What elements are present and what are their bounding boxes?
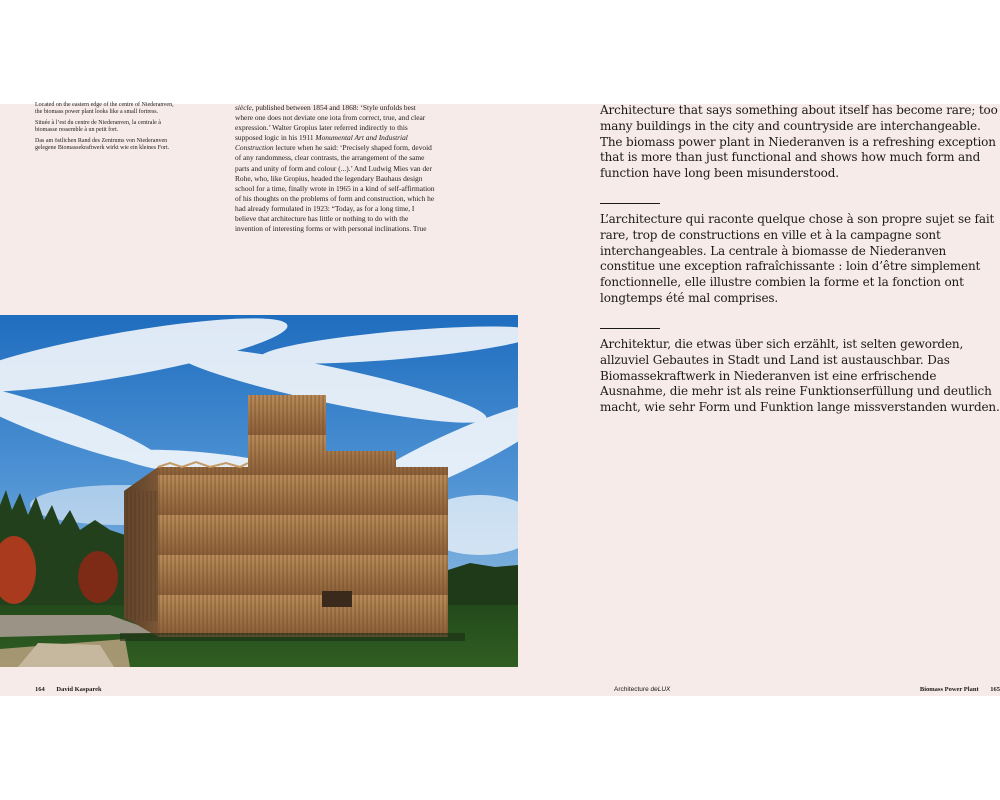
page-number-left: 164 (35, 686, 45, 693)
intro-german (600, 337, 1000, 416)
shadow (120, 633, 465, 641)
power-plant-photo-drawing (0, 315, 518, 667)
caption-french: Située à l’est du centre de Niederanven, la centrale à biomasse ressemble à un petit fort. (35, 120, 161, 133)
body-italic-siecle: siècle (235, 103, 252, 112)
caption-english: Located on the eastern edge of the centre of Niederanven, the biomass power plant looks like a small fortress. (35, 102, 174, 115)
intro-english-text: Architecture that says something about itself has become rare; too many buildings in the city and countryside are interchangeable. The biomass power plant in Niederanven is a refreshing exception that is more than just functional and shows how much form and function have long been misunderstood. (600, 103, 998, 181)
chapter-title: Biomass Power Plant (919, 686, 979, 693)
divider-rule (600, 328, 660, 329)
photo-caption (35, 102, 175, 156)
intro-french-text: L’architecture qui raconte quelque chose à son propre sujet se fait rare, trop de constructions en ville et à la campagne sont interchangeables. La centrale à biomasse de Niederanven constitue une exception rafraîchissante : loin d’être simplement fonctionnelle, elle illustre combien la forme et la fonction ont longtemps été mal comprises. (600, 212, 995, 305)
intro-english (600, 103, 1000, 182)
author-name: David Kasparek (56, 686, 102, 693)
book-title-italic: deLUX (650, 686, 671, 693)
divider-rule (600, 203, 660, 204)
body-text-segment: lecture when he said: ‘Precisely shaped form, devoid of any randomness, clear contrasts, the arrangement of the same parts and unity of form and colour (...).’ And Ludwig Mies van der Rohe, who, like Gropius, headed the legendary Bauhaus design school for a time, finally wrote in 1965 in a kind of self-affirmation of his thoughts on the problems of form and construction, which he had already formulated in 1923: “Today, as for a long time, I believe that architecture has little or nothing to do with the invention of interesting forms or with personal inclinations. True (235, 143, 435, 234)
footer-center (614, 686, 670, 694)
body-text-column (235, 103, 435, 234)
body-text-segment: , published between 1854 and 1868: ‘Style unfolds best where one does not deviate one iota from correct, true, and clear expression.’ Walter Gropius later referred indirectly to this supposed logic in his 1911 (235, 103, 426, 143)
intro-german-text: Architektur, die etwas über sich erzählt, ist selten geworden, allzuviel Gebautes in Stadt und Land ist austauschbar. Das Biomassekraftwerk in Niederanven ist eine erfrischende Ausnahme, die mehr ist als reine Funktionserfüllung und deutlich macht, wie sehr Form und Funktion lange missverstanden wurden. (600, 337, 1000, 415)
page-number-right: 165 (990, 686, 1000, 693)
body-paragraph (235, 103, 435, 234)
caption-german: Das am östlichen Rand des Zentrums von Niederanven gelegene Biomassekraftwerk wirkt wie ein kleines Fort. (35, 138, 170, 151)
power-plant-photo (0, 315, 518, 667)
footer-left (35, 686, 102, 694)
footer-right (920, 686, 1000, 694)
body-italic-lecture-title: Monumental Art and Industrial Construction (235, 133, 408, 153)
intro-french (600, 212, 1000, 307)
book-title-prefix: Architecture (614, 686, 651, 693)
